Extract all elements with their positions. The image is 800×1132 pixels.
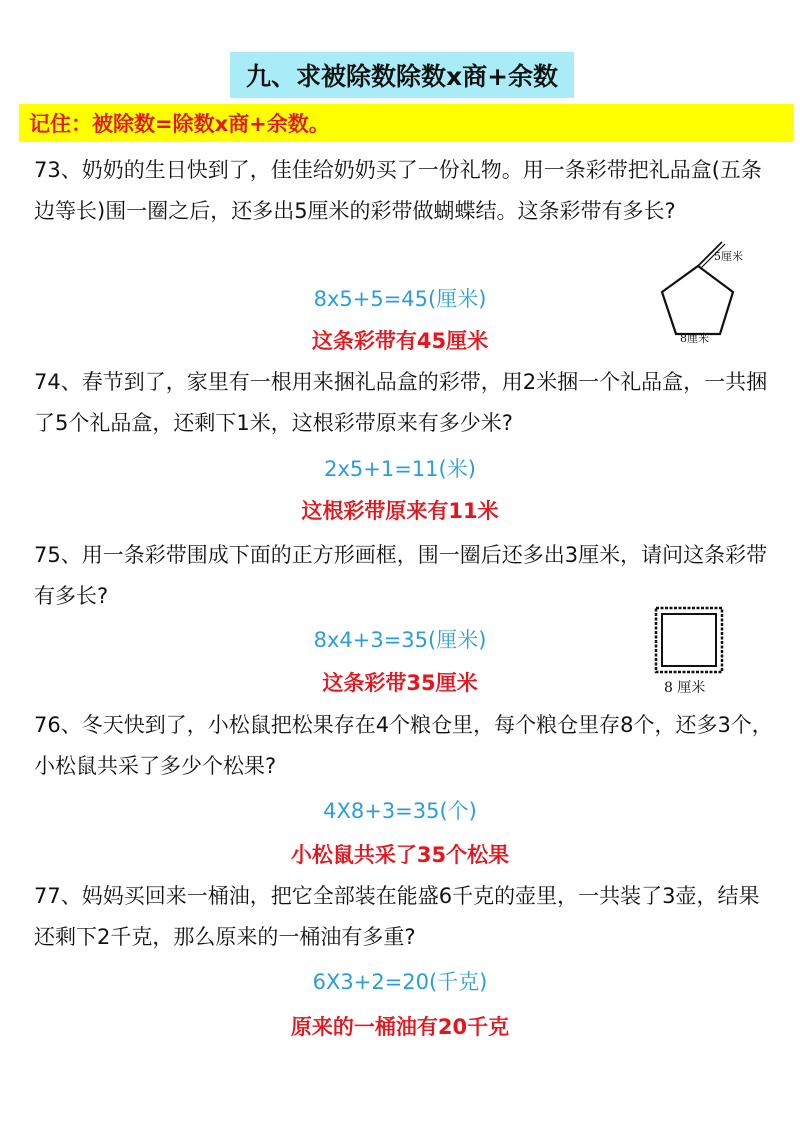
pentagon-top-label: 5厘米 bbox=[714, 250, 743, 263]
problem-76-question: 76、冬天快到了，小松鼠把松果存在4个粮仓里，每个粮仓里存8个，还多3个，小松鼠共采了多少个松果? bbox=[34, 713, 773, 778]
problem-74-question: 74、春节到了，家里有一根用来捆礼品盒的彩带，用2米捆一个礼品盒，一共捆了5个礼品盒，还剩下1米，这根彩带原来有多少米? bbox=[34, 370, 768, 435]
pentagon-shape bbox=[662, 266, 733, 334]
problem-77-calc: 6X3+2=20(千克) bbox=[312, 970, 488, 994]
square-frame-figure bbox=[652, 604, 732, 696]
problem-73-question: 73、奶奶的生日快到了，佳佳给奶奶买了一份礼物。用一条彩带把礼品盒(五条边等长)围一圈之后，还多出5厘米的彩带做蝴蝶结。这条彩带有多长? bbox=[34, 158, 762, 223]
square-bottom-label: 8 厘米 bbox=[664, 680, 706, 696]
pentagon-bottom-label: 8厘米 bbox=[680, 332, 709, 345]
problem-77-question: 77、妈妈买回来一桶油，把它全部装在能盛6千克的壶里，一共装了3壶，结果还剩下2千克，那么原来的一桶油有多重? bbox=[34, 884, 760, 949]
problem-75-answer: 这条彩带35厘米 bbox=[322, 671, 478, 695]
square-frame-outer bbox=[656, 608, 722, 672]
problem-74-answer: 这根彩带原来有11米 bbox=[301, 499, 499, 523]
problem-73-answer: 这条彩带有45厘米 bbox=[311, 329, 489, 353]
problem-74-calc: 2x5+1=11(米) bbox=[324, 457, 476, 481]
problem-75-question: 75、用一条彩带围成下面的正方形画框，围一圈后还多出3厘米，请问这条彩带有多长? bbox=[34, 543, 768, 608]
page-title: 九、求被除数除数x商+余数 bbox=[230, 52, 574, 98]
problem-77-answer: 原来的一桶油有20千克 bbox=[290, 1015, 510, 1039]
problem-76-calc: 4X8+3=35(个) bbox=[323, 799, 477, 823]
problem-76-answer: 小松鼠共采了35个松果 bbox=[290, 843, 510, 867]
pentagon-figure bbox=[650, 228, 760, 346]
problem-73-calc: 8x5+5=45(厘米) bbox=[313, 287, 487, 311]
square-frame-inner bbox=[662, 614, 716, 666]
remember-banner: 记住：被除数=除数x商+余数。 bbox=[19, 104, 794, 142]
problem-75-calc: 8x4+3=35(厘米) bbox=[313, 628, 487, 652]
